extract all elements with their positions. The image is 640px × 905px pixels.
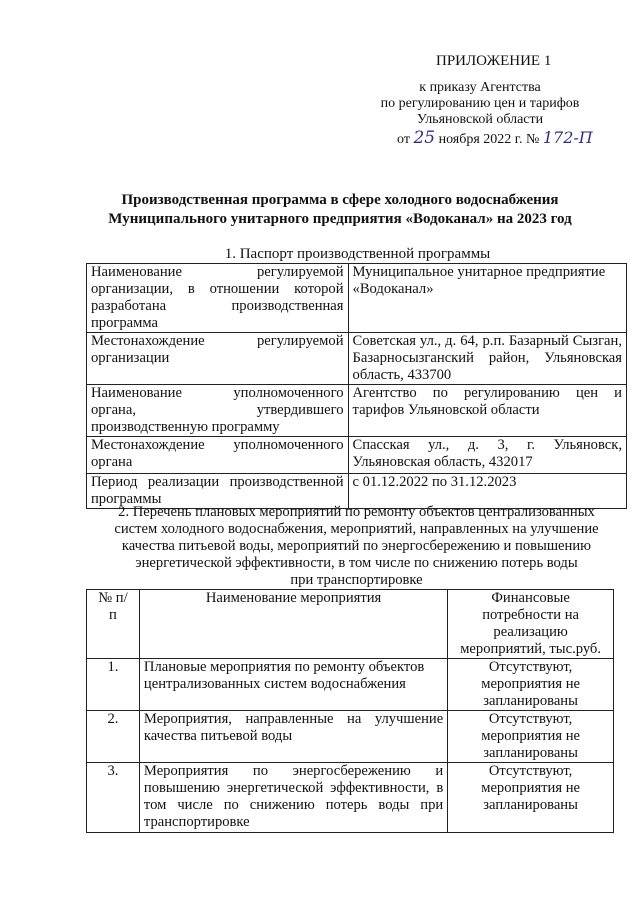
row-number: 1. [87, 659, 140, 711]
row-financing: Отсутствуют, мероприятия не запланированы [448, 659, 614, 711]
order-number: 172-П [542, 128, 593, 147]
passport-label: Период реализации производственной программы [87, 474, 349, 509]
passport-value: с 01.12.2022 по 31.12.2023 [348, 474, 626, 509]
order-date-line [397, 130, 617, 148]
column-header-num: № п/п [87, 590, 140, 659]
table-row [87, 385, 627, 437]
passport-label: Наименование уполномоченного органа, утвердившего производственную программу [87, 385, 349, 437]
title-line-2: Муниципального унитарного предприятия «Водоканал» на 2023 год [108, 211, 572, 227]
column-header-fin: Финансовые потребности на реализацию мероприятий, тыс.руб. [448, 590, 614, 659]
section2-heading-line: энергетической эффективности, в том числе по снижению потерь воды [135, 555, 578, 571]
events-table [86, 589, 614, 833]
order-reference [360, 80, 600, 128]
column-header-name: Наименование мероприятия [139, 590, 447, 659]
section2-heading-line: при транспортировке [290, 572, 423, 588]
section2-heading-line: качества питьевой воды, мероприятий по энергосбережению и повышению [121, 538, 592, 554]
table-row [87, 659, 614, 711]
passport-label: Местонахождение регулируемой организации [87, 333, 349, 385]
page-title [70, 191, 610, 229]
order-line-1: к приказу Агентства [419, 80, 541, 95]
passport-label: Местонахождение уполномоченного органа [87, 437, 349, 474]
passport-label: Наименование регулируемой организации, в отношении которой разработана производственная программа [87, 264, 349, 333]
row-number: 3. [87, 763, 140, 833]
row-financing: Отсутствуют, мероприятия не запланированы [448, 763, 614, 833]
table-row [87, 711, 614, 763]
appendix-label: ПРИЛОЖЕНИЕ 1 [436, 53, 552, 69]
passport-value: Спасская ул., д. 3, г. Ульяновск, Ульяновская область, 432017 [348, 437, 626, 474]
row-name: Мероприятия по энергосбережению и повышению энергетической эффективности, в том числе по снижению потерь воды при транспортировке [139, 763, 447, 833]
section2-heading-line: систем холодного водоснабжения, мероприятий, направленных на улучшение [114, 521, 599, 537]
row-number: 2. [87, 711, 140, 763]
table-row [87, 763, 614, 833]
section2-heading [86, 504, 627, 589]
row-name: Плановые мероприятия по ремонту объектов централизованных систем водоснабжения [139, 659, 447, 711]
date-day: 25 [413, 128, 436, 148]
order-line-2: по регулированию цен и тарифов [380, 96, 580, 111]
title-line-1: Производственная программа в сфере холодного водоснабжения [121, 192, 559, 208]
date-rest: ноября 2022 г. № [438, 132, 540, 147]
passport-value: Агентство по регулированию цен и тарифов Ульяновской области [348, 385, 626, 437]
passport-value: Советская ул., д. 64, р.п. Базарный Сызган, Базарносызганский район, Ульяновская область, 433700 [348, 333, 626, 385]
row-financing: Отсутствуют, мероприятия не запланированы [448, 711, 614, 763]
section1-heading: 1. Паспорт производственной программы [224, 246, 491, 262]
row-name: Мероприятия, направленные на улучшение качества питьевой воды [139, 711, 447, 763]
order-line-3: Ульяновской области [416, 112, 544, 127]
table-row [87, 333, 627, 385]
section2-heading-line: 2. Перечень плановых мероприятий по ремонту объектов централизованных [118, 504, 595, 520]
table-header-row [87, 590, 614, 659]
passport-table [86, 263, 627, 509]
passport-value: Муниципальное унитарное предприятие «Водоканал» [348, 264, 626, 333]
date-prefix: от [397, 132, 410, 147]
table-row [87, 264, 627, 333]
table-row [87, 437, 627, 474]
